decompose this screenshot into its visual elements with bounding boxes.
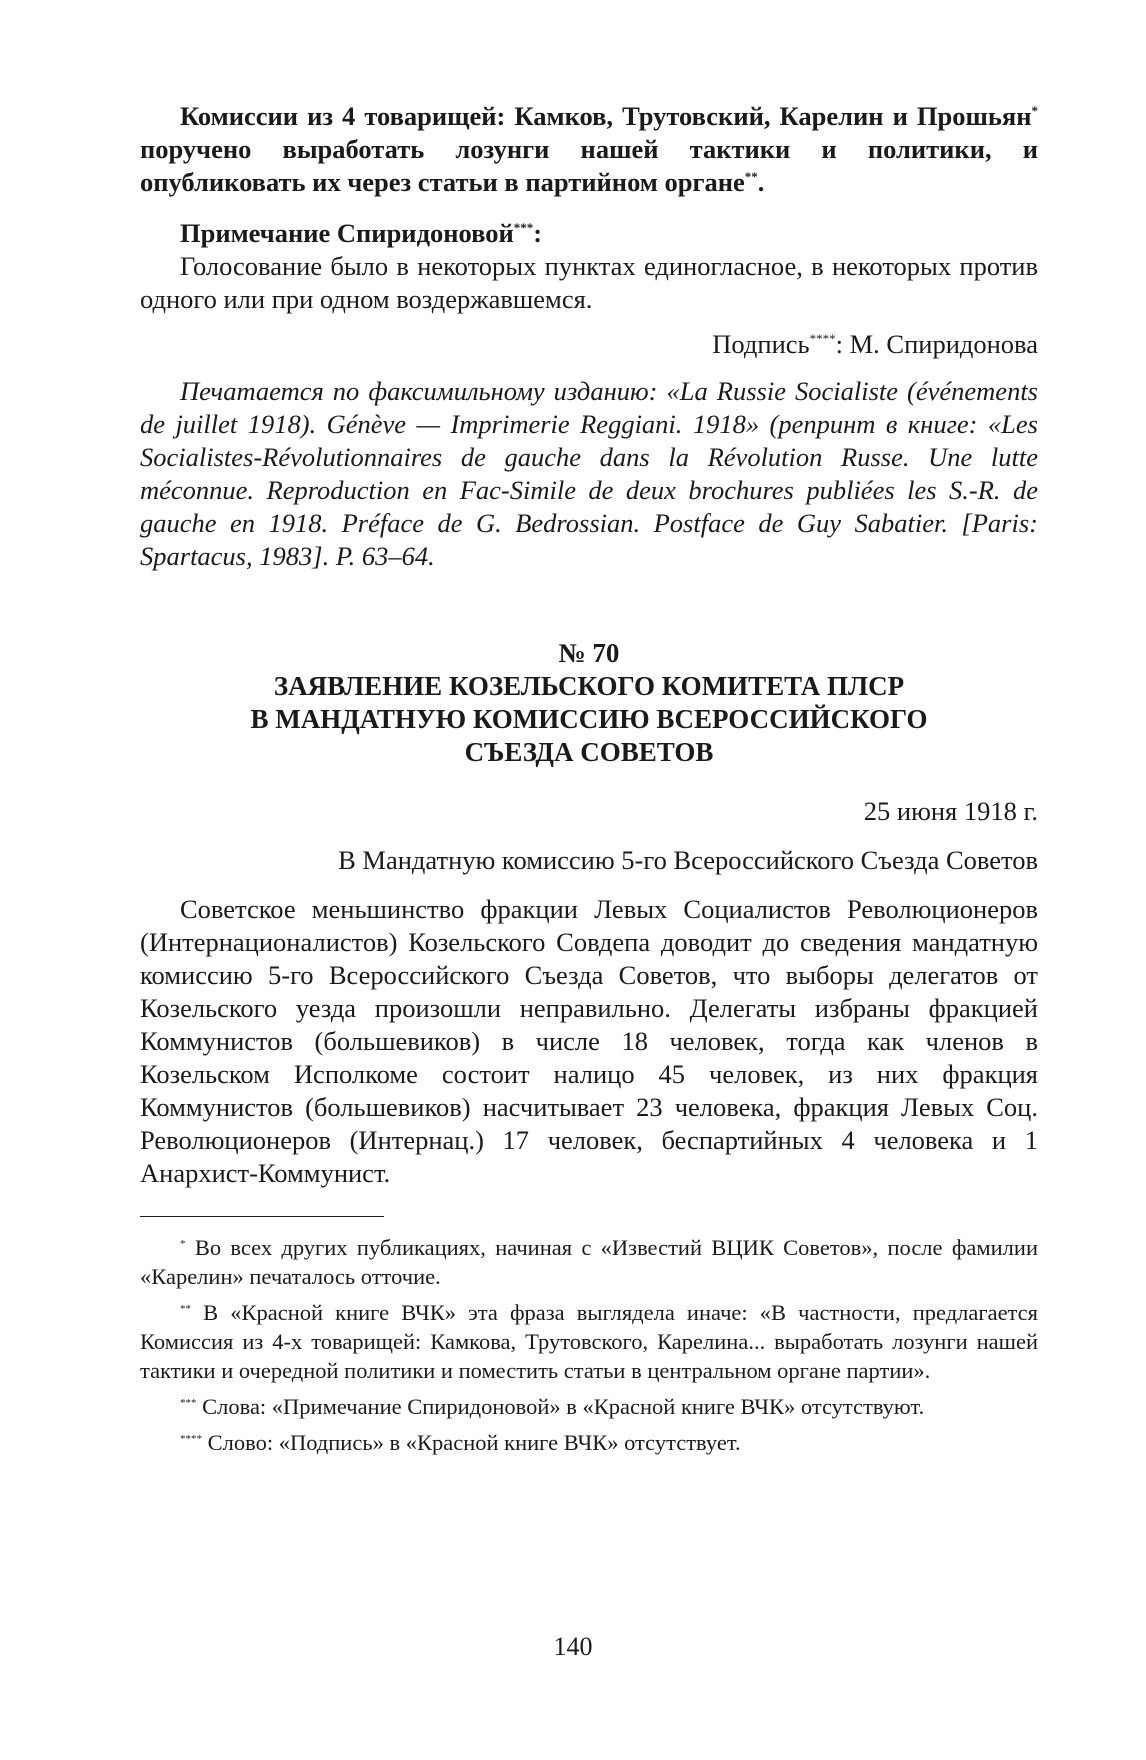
signature-line: Подпись****: М. Спиридонова [712, 329, 1038, 359]
footnote: * Во всех других публикациях, начиная с «Известий ВЦИК Советов», после фамилии «Карелин» печаталось отточие. [140, 1235, 1038, 1289]
resolution-paragraph: Комиссии из 4 товарищей: Камков, Трутовский, Карелин и Прошьян* поручено выработать лозунги нашей тактики и политики, и опубликовать их через статьи в партийном органе**. [140, 101, 1038, 197]
document-body: Советское меньшинство фракции Левых Социалистов Революционеров (Интернационалистов) Козельского Совдепа доводит до сведения мандатную комиссию 5-го Всероссийского Съезда Советов, что выборы делегатов от Козельского уезда произошли неправильно. Делегаты избраны фракцией Коммунистов (большевиков) в числе 18 человек, тогда как членов в Козельском Исполкоме состоит налицо 45 человек, из них фракция Коммунистов (большевиков) насчитывает 23 человека, фракция Левых Соц. Революционеров (Интернац.) 17 человек, беспартийных 4 человека и 1 Анархист-Коммунист. [140, 894, 1038, 1188]
document-addressee: В Мандатную комиссию 5-го Всероссийского Съезда Советов [338, 845, 1038, 875]
document-date: 25 июня 1918 г. [863, 796, 1038, 826]
document-title-line-2: В МАНДАТНУЮ КОМИССИЮ ВСЕРОССИЙСКОГО [250, 704, 928, 734]
document-title-line-1: ЗАЯВЛЕНИЕ КОЗЕЛЬСКОГО КОМИТЕТА ПЛСР [273, 671, 905, 701]
footnote-mark-4: **** [809, 331, 836, 346]
document-number: № 70 [558, 638, 620, 668]
footnote: **** Слово: «Подпись» в «Красной книге ВЧК» отсутствует. [180, 1430, 741, 1455]
note-text: Голосование было в некоторых пунктах единогласное, в некоторых против одного или при одном воздержавшемся. [140, 251, 1038, 314]
footnote: ** В «Красной книге ВЧК» эта фраза выглядела иначе: «В частности, предлагается Комиссия из 4-х товарищей: Камкова, Трутовского, Карелина... выработать лозунги нашей тактики и очередной политики и поместить статьи в центральном органе партии». [140, 1300, 1038, 1383]
document-title-line-3: СЪЕЗДА СОВЕТОВ [464, 737, 714, 767]
footnote-mark-2: ** [744, 169, 758, 184]
footnote-divider [140, 1216, 384, 1217]
footnote-mark-3: *** [513, 220, 534, 235]
document-heading [140, 637, 1038, 769]
note-heading: Примечание Спиридоновой***: [180, 218, 543, 248]
footnote: *** Слова: «Примечание Спиридоновой» в «Красной книге ВЧК» отсутствуют. [180, 1394, 925, 1419]
footnote-mark-1: * [1031, 103, 1038, 118]
page-number: 140 [553, 1632, 593, 1661]
page-content [140, 100, 1038, 1464]
source-note: Печатается по факсимильному изданию: «La Russie Socialiste (événements de juillet 1918). Génève — Imprimerie Reggiani. 1918» (репринт в книге: «Les Socialistes-Révolutionnaires de gauche dans la Révolution Russe. Une lutte méconnue. Reproduction en Fac-Simile de deux brochures publiées les S.-R. de gauche en 1918. Préface de G. Bedrossian. Postface de Guy Sabatier. [Paris: Spartacus, 1983]. P. 63–64. [140, 376, 1038, 571]
